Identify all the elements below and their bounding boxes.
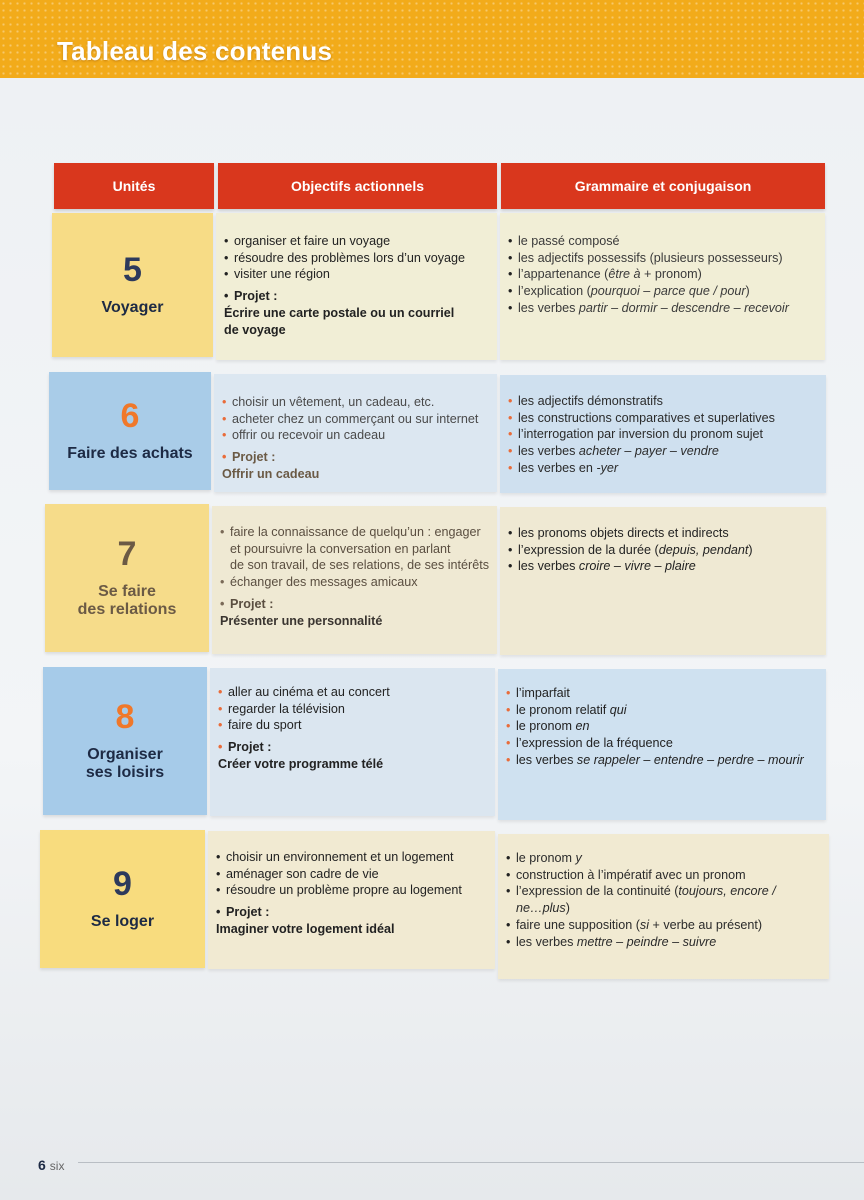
project-text: Écrire une carte postale ou un courriel [224, 305, 455, 320]
grammar-list [506, 850, 821, 950]
unit-6-grammar [500, 375, 826, 493]
objective-item: • organiser et faire un voyage [224, 233, 489, 250]
unit-title-line: des relations [77, 601, 177, 618]
unit-7-cell [45, 504, 209, 652]
objective-item: • échanger des messages amicaux [220, 574, 489, 591]
objective-item: • aller au cinéma et au concert [218, 684, 487, 701]
page-number-digit: 6 [38, 1157, 46, 1173]
grammar-item: • les adjectifs possessifs (plusieurs possesseurs) [508, 250, 817, 267]
grammar-item: • l’expression de la fréquence [506, 735, 818, 752]
unit-number: 5 [123, 250, 142, 289]
objective-item: • visiter une région [224, 266, 489, 283]
grammar-item: • les pronoms objets directs et indirects [508, 525, 818, 542]
unit-number: 9 [113, 864, 132, 903]
project-text: Présenter une personnalité [220, 613, 383, 628]
grammar-item: • les verbes croire – vivre – plaire [508, 558, 818, 575]
objectives-list [216, 849, 487, 899]
unit-number: 6 [120, 396, 140, 435]
grammar-item: • faire une supposition (si + verbe au présent) [506, 917, 821, 934]
objective-item: • regarder la télévision [218, 701, 487, 718]
grammar-item: • l’appartenance (être à + pronom) [508, 266, 817, 283]
grammar-item: • le pronom y [506, 850, 821, 867]
grammar-item: • les verbes en -yer [508, 460, 818, 477]
unit-5-cell [52, 213, 213, 357]
grammar-item: • le pronom en [506, 718, 818, 735]
objective-item: • choisir un environnement et un logement [216, 849, 487, 866]
column-header-objectives: Objectifs actionnels [218, 163, 497, 209]
grammar-item: • construction à l’impératif avec un pronom [506, 867, 821, 884]
unit-6-cell [49, 372, 211, 490]
unit-5-grammar [500, 213, 825, 360]
page-number-word: six [49, 1159, 65, 1173]
grammar-item: • l’explication (pourquoi – parce que / pour) [508, 283, 817, 300]
grammar-item: • les verbes se rappeler – entendre – perdre – mourir [506, 752, 818, 769]
column-header-units: Unités [54, 163, 214, 209]
page-number [38, 1157, 64, 1173]
objective-item: • résoudre des problèmes lors d’un voyage [224, 250, 489, 267]
objectives-list [222, 394, 489, 444]
unit-9-objectives [208, 831, 495, 969]
project-label: • Projet : [220, 596, 489, 613]
footer-rule [78, 1162, 864, 1163]
unit-title-line: Organiser [87, 745, 163, 763]
unit-title-line: ses loisirs [85, 764, 165, 781]
project-text: Imaginer votre logement idéal [216, 921, 395, 936]
unit-6-objectives [214, 374, 497, 492]
unit-8-objectives [210, 668, 495, 816]
unit-7-objectives [212, 506, 497, 654]
grammar-item: • l’expression de la continuité (toujours, encore / ne…plus) [506, 883, 821, 916]
grammar-item: • les verbes partir – dormir – descendre – recevoir [508, 300, 817, 317]
unit-number: 8 [115, 697, 135, 736]
unit-8-grammar [498, 669, 826, 820]
project-text: Créer votre programme télé [218, 756, 384, 771]
unit-7-grammar [500, 507, 826, 655]
project-label: • Projet : [222, 449, 489, 466]
objective-item: • acheter chez un commerçant ou sur internet [222, 411, 489, 428]
page-title: Tableau des contenus [57, 36, 333, 66]
project-label: • Projet : [218, 739, 487, 756]
unit-title-line: Se faire [98, 582, 156, 600]
objective-item: • faire du sport [218, 717, 487, 734]
column-header-grammar: Grammaire et conjugaison [501, 163, 825, 209]
unit-title: Faire des achats [67, 444, 193, 462]
grammar-item: • les verbes mettre – peindre – suivre [506, 934, 821, 951]
grammar-list [508, 233, 817, 317]
objectives-list [224, 233, 489, 283]
project-text: de voyage [224, 322, 286, 337]
objective-item: • offrir ou recevoir un cadeau [222, 427, 489, 444]
objective-item: • choisir un vêtement, un cadeau, etc. [222, 394, 489, 411]
project-label: • Projet : [216, 904, 487, 921]
objective-item: • résoudre un problème propre au logement [216, 882, 487, 899]
grammar-list [508, 525, 818, 575]
grammar-list [508, 393, 818, 477]
unit-9-grammar [498, 834, 829, 979]
objectives-list [220, 524, 489, 591]
grammar-item: • le pronom relatif qui [506, 702, 818, 719]
grammar-item: • les verbes acheter – payer – vendre [508, 443, 818, 460]
objective-item: • aménager son cadre de vie [216, 866, 487, 883]
unit-title: Se loger [90, 912, 155, 930]
unit-9-cell [40, 830, 205, 968]
grammar-item: • l’interrogation par inversion du pronom sujet [508, 426, 818, 443]
grammar-list [506, 685, 818, 769]
grammar-item: • les constructions comparatives et superlatives [508, 410, 818, 427]
grammar-item: • l’expression de la durée (depuis, pendant) [508, 542, 818, 559]
project-text: Offrir un cadeau [222, 466, 320, 481]
grammar-item: • l’imparfait [506, 685, 818, 702]
unit-title: Voyager [101, 298, 164, 316]
unit-8-cell [43, 667, 207, 815]
grammar-item: • le passé composé [508, 233, 817, 250]
unit-number: 7 [117, 534, 137, 573]
grammar-item: • les adjectifs démonstratifs [508, 393, 818, 410]
objective-item: • faire la connaissance de quelqu’un : engager et poursuivre la conversation en parlant de son travail, de ses relations, de ses intérêts [220, 524, 489, 574]
objectives-list [218, 684, 487, 734]
unit-5-objectives [216, 213, 497, 360]
project-label: • Projet : [224, 288, 489, 305]
